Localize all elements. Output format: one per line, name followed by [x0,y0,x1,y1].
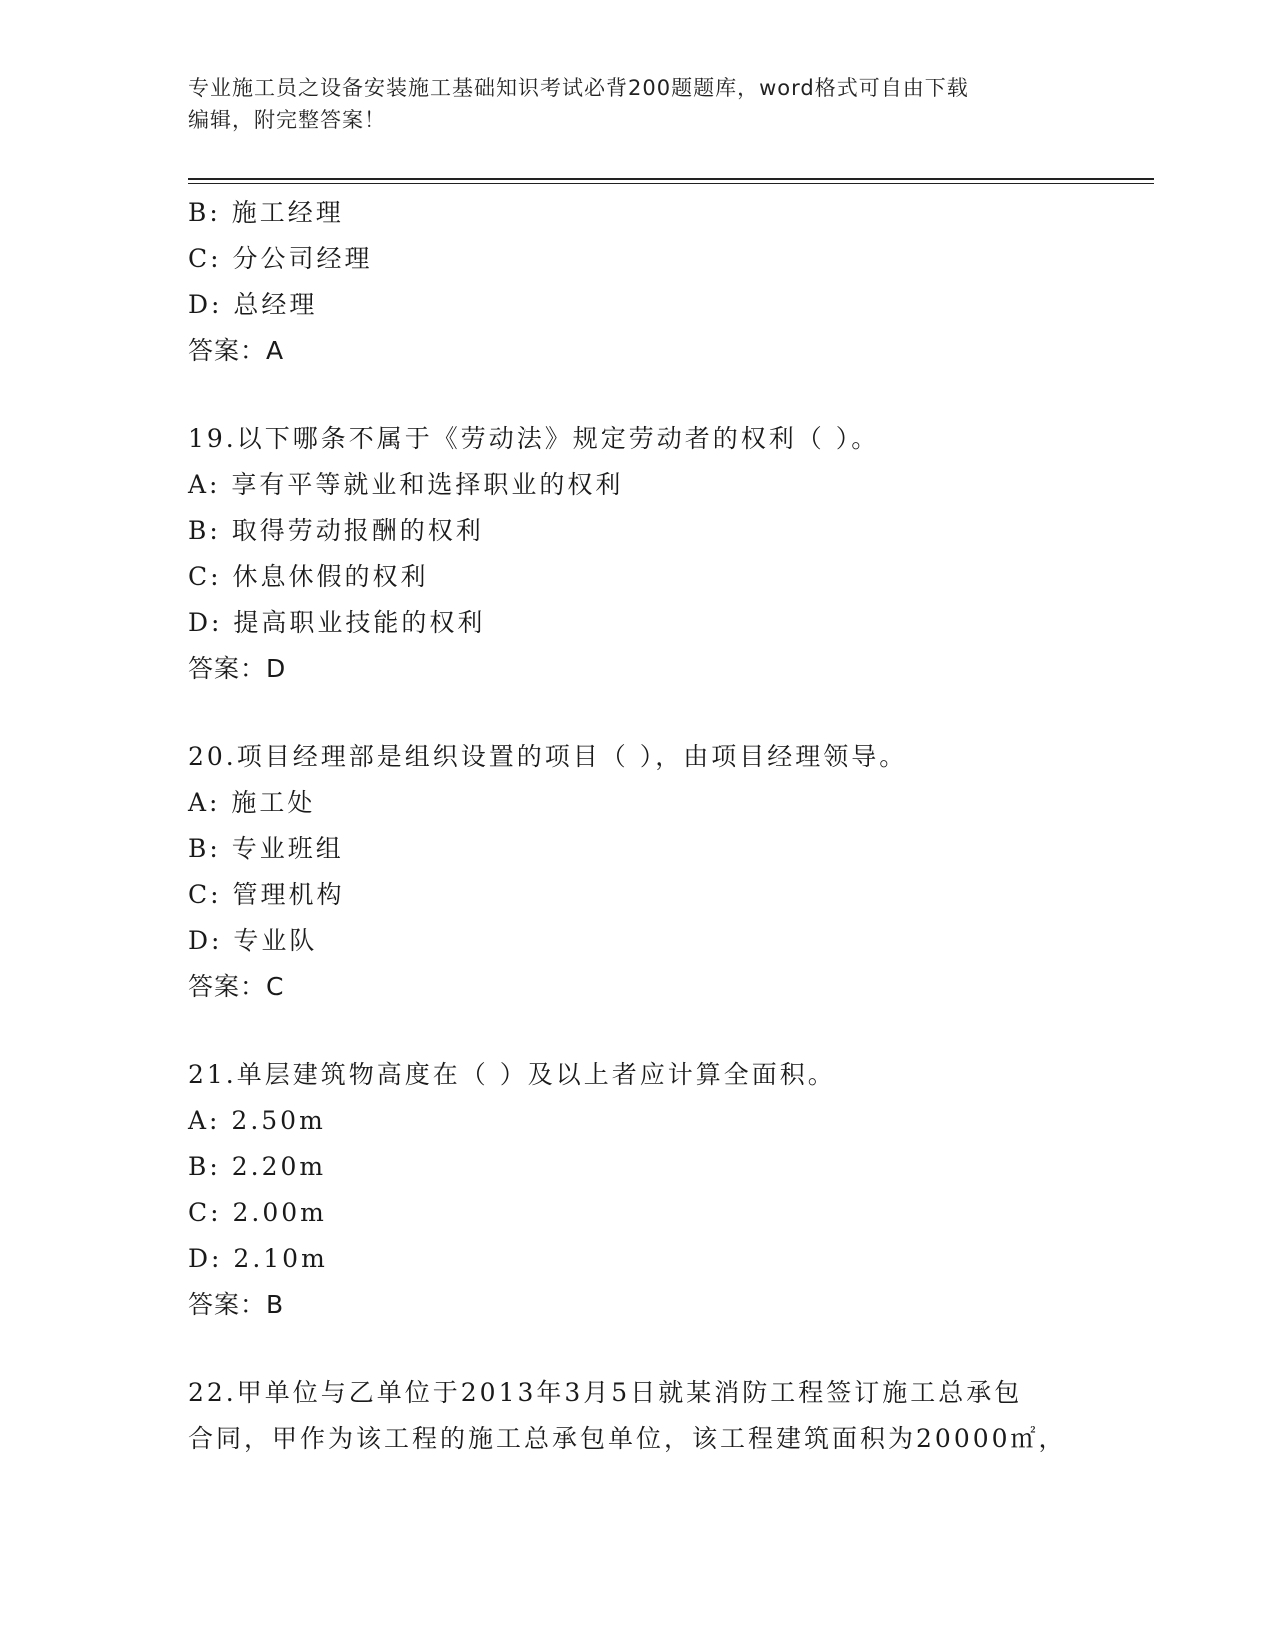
answer-line: 答案：D [188,654,287,683]
question-block-21 [188,1052,1088,1328]
header-line-1: 专业施工员之设备安装施工基础知识考试必背200题题库，word格式可自由下载 [188,76,969,100]
question-block-18-continued [188,190,1088,374]
question-stem: 20.项目经理部是组织设置的项目（ ），由项目经理领导。 [188,742,908,771]
document-body [188,190,1088,1462]
answer-line: 答案：A [188,336,285,365]
answer-line: 答案：C [188,972,285,1001]
option-b: B: 专业班组 [188,834,344,863]
question-block-19 [188,416,1088,692]
option-b: B: 取得劳动报酬的权利 [188,516,484,545]
answer-line: 答案：B [188,1290,285,1319]
question-block-20 [188,734,1088,1010]
option-d: D: 2.10m [188,1244,328,1273]
option-c: C: 休息休假的权利 [188,562,429,591]
option-b: B: 施工经理 [188,198,344,227]
option-a: A: 享有平等就业和选择职业的权利 [188,470,624,499]
option-d: D: 总经理 [188,290,318,319]
question-stem-line-2: 合同，甲作为该工程的施工总承包单位，该工程建筑面积为20000㎡， [188,1424,1067,1453]
document-header [188,72,1088,136]
option-c: C: 管理机构 [188,880,345,909]
option-a: A: 2.50m [188,1106,326,1135]
option-b: B: 2.20m [188,1152,327,1181]
option-c: C: 2.00m [188,1198,327,1227]
question-stem: 21.单层建筑物高度在（ ）及以上者应计算全面积。 [188,1060,836,1089]
question-stem: 19.以下哪条不属于《劳动法》规定劳动者的权利（ ）。 [188,424,880,453]
option-d: D: 专业队 [188,926,318,955]
header-line-2: 编辑，附完整答案！ [188,108,386,132]
header-rule-thin [188,183,1154,184]
question-block-22 [188,1370,1088,1462]
option-d: D: 提高职业技能的权利 [188,608,486,637]
option-a: A: 施工处 [188,788,316,817]
option-c: C: 分公司经理 [188,244,373,273]
header-rule-thick [188,178,1154,180]
question-stem-line-1: 22.甲单位与乙单位于2013年3月5日就某消防工程签订施工总承包 [188,1378,1023,1407]
